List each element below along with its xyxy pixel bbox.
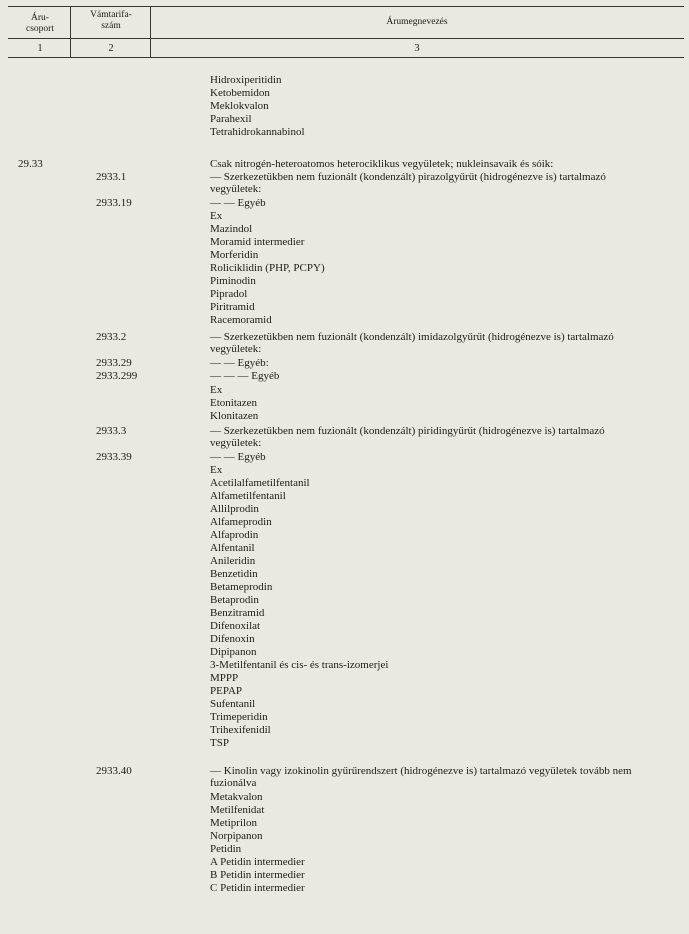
entry-description: — Szerkezetükben nem fuzionált (kondenzált) imidazolgyűrűt (hidrogénezve is) tartalmazó vegyületek: (210, 331, 614, 355)
header-col1-line1: Áru- (31, 13, 49, 23)
entry-description: Anileridin (210, 555, 256, 567)
entry-description: Alfaprodin (210, 529, 259, 541)
column-divider-2 (150, 6, 151, 57)
header-col3: Árumegnevezés (386, 17, 448, 27)
entry-description: — — Egyéb (210, 197, 266, 209)
entry-description: Allilprodin (210, 503, 259, 515)
entry-description: Ketobemidon (210, 87, 270, 99)
entry-description: Roliciklidin (PHP, PCPY) (210, 262, 325, 274)
entry-description: Piritramid (210, 301, 255, 313)
entry-description: Benzetidin (210, 568, 258, 580)
tariff-number: 2933.2 (96, 331, 127, 343)
entry-description: Mazindol (210, 223, 253, 235)
entry-description: Alfameprodin (210, 516, 272, 528)
entry-description: Alfentanil (210, 542, 255, 554)
entry-description: Hidroxiperitidin (210, 74, 282, 86)
entry-description: Etonitazen (210, 397, 258, 409)
entry-description: MPPP (210, 672, 239, 684)
entry-description: A Petidin intermedier (210, 856, 305, 868)
entry-description: Betameprodin (210, 581, 273, 593)
column-number-2: 2 (108, 43, 114, 54)
entry-description: — Szerkezetükben nem fuzionált (kondenzált) piridingyűrűt (hidrogénezve is) tartalmazó vegyületek: (210, 425, 605, 449)
entry-description: Racemoramid (210, 314, 272, 326)
group-code: 29.33 (18, 158, 43, 170)
entry-description: Betaprodin (210, 594, 259, 606)
entry-description: — — Egyéb: (210, 357, 269, 369)
entry-description: B Petidin intermedier (210, 869, 305, 881)
entry-description: Morferidin (210, 249, 259, 261)
tariff-number: 2933.29 (96, 357, 132, 369)
entry-description: Trimeperidin (210, 711, 268, 723)
entry-description: C Petidin intermedier (210, 882, 305, 894)
entry-description: — — Egyéb (210, 451, 266, 463)
entry-description: Benzitramid (210, 607, 265, 619)
column-number-1: 1 (37, 43, 43, 54)
entry-description: Alfametilfentanil (210, 490, 286, 502)
entry-description: Meklokvalon (210, 100, 269, 112)
entry-description: TSP (210, 737, 229, 749)
column-divider-1 (70, 6, 71, 57)
entry-description: Parahexil (210, 113, 252, 125)
tariff-number: 2933.39 (96, 451, 132, 463)
entry-description: — — — Egyéb (210, 370, 280, 382)
header-top-rule (8, 6, 684, 7)
entry-description: Piminodin (210, 275, 256, 287)
header-col2 (72, 10, 150, 32)
entry-description: — Szerkezetükben nem fuzionált (kondenzált) pirazolgyűrűt (hidrogénezve is) tartalmazó vegyületek: (210, 171, 606, 195)
column-number-3: 3 (414, 43, 420, 54)
header-col2-line1: Vámtarifa- (90, 10, 132, 20)
entry-description: Difenoxilat (210, 620, 261, 632)
tariff-number: 2933.1 (96, 171, 127, 183)
entry-description: Sufentanil (210, 698, 256, 710)
entry-description: Trihexifenidil (210, 724, 271, 736)
header-col1-line2: csoport (26, 24, 54, 34)
entry-description: Metiprilon (210, 817, 258, 829)
header-middle-rule (8, 38, 684, 39)
entry-description: Tetrahidrokannabinol (210, 126, 305, 138)
entry-description: Norpipanon (210, 830, 263, 842)
entry-description: Klonitazen (210, 410, 259, 422)
tariff-number: 2933.299 (96, 370, 138, 382)
entry-description: Dipipanon (210, 646, 257, 658)
entry-description: Ex (210, 464, 223, 476)
entry-description: Difenoxin (210, 633, 255, 645)
entry-description: Metakvalon (210, 791, 263, 803)
entry-description: Ex (210, 384, 223, 396)
entry-description: Moramid intermedier (210, 236, 305, 248)
entry-description: Pipradol (210, 288, 248, 300)
entry-description: Metilfenidat (210, 804, 265, 816)
tariff-number: 2933.19 (96, 197, 132, 209)
entry-description: PEPAP (210, 685, 243, 697)
tariff-number: 2933.40 (96, 765, 132, 777)
tariff-number: 2933.3 (96, 425, 127, 437)
header-bottom-rule (8, 57, 684, 58)
entry-description: 3-Metilfentanil és cis- és trans-izomerjei (210, 659, 389, 671)
entry-description: — Kinolin vagy izokinolin gyűrűrendszert (hidrogénezve is) tartalmazó vegyületek tovább nem fuzionálva (210, 765, 632, 789)
entry-description: Ex (210, 210, 223, 222)
entry-description: Csak nitrogén-heteroatomos heterociklikus vegyületek; nukleinsavaik és sóik: (210, 158, 554, 170)
header-col2-line2: szám (101, 21, 121, 31)
entry-description: Petidin (210, 843, 242, 855)
entry-description: Acetilalfametilfentanil (210, 477, 310, 489)
header-col1 (10, 13, 70, 35)
